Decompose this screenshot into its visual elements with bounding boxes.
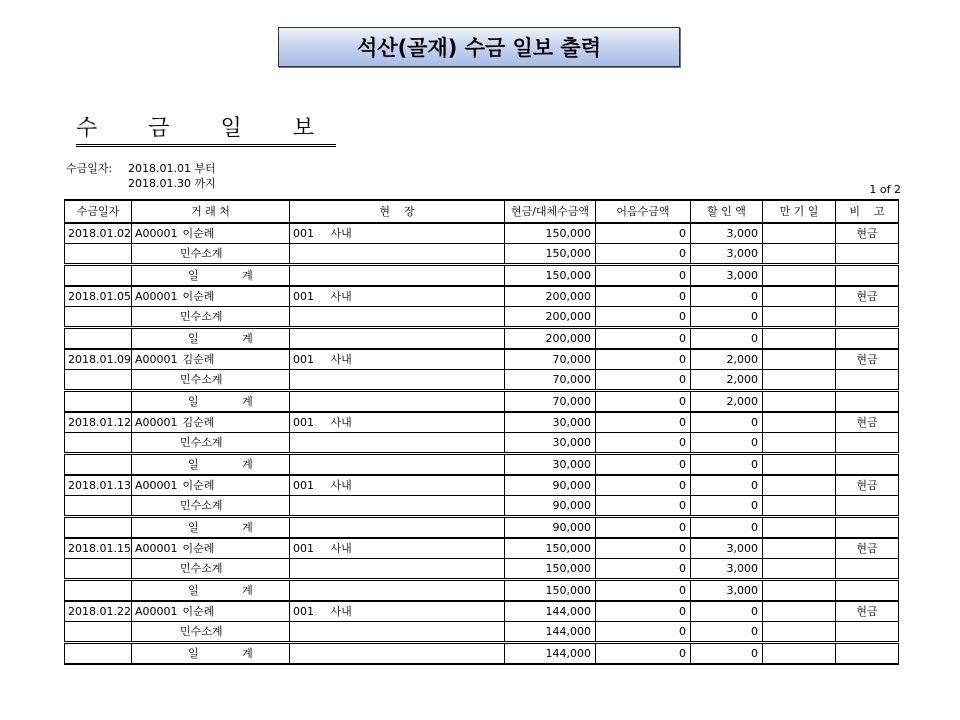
row-due xyxy=(763,223,836,244)
subtotal-bill: 0 xyxy=(596,244,691,265)
subtotal-site xyxy=(290,244,505,265)
row-bill: 0 xyxy=(596,286,691,307)
daytotal-date xyxy=(65,517,132,539)
daytotal-site xyxy=(290,517,505,539)
client-name: 이순례 xyxy=(182,290,215,303)
subtotal-discount: 3,000 xyxy=(691,559,763,580)
table-row xyxy=(65,601,899,622)
period-label: 수금일자: xyxy=(66,162,113,175)
daytotal-row xyxy=(65,265,899,287)
subtotal-bill: 0 xyxy=(596,307,691,328)
subtotal-discount: 0 xyxy=(691,433,763,454)
row-cash: 150,000 xyxy=(505,223,596,244)
collection-period xyxy=(66,161,216,191)
row-cash: 70,000 xyxy=(505,349,596,370)
subtotal-discount: 2,000 xyxy=(691,370,763,391)
row-discount: 3,000 xyxy=(691,223,763,244)
row-bill: 0 xyxy=(596,601,691,622)
daytotal-discount: 0 xyxy=(691,517,763,539)
row-discount: 0 xyxy=(691,286,763,307)
report-banner-title: 석산(골재) 수금 일보 출력 xyxy=(278,27,680,67)
subtotal-site xyxy=(290,496,505,517)
row-discount: 3,000 xyxy=(691,538,763,559)
subtotal-discount: 0 xyxy=(691,496,763,517)
subtotal-due xyxy=(763,559,836,580)
daytotal-cash: 90,000 xyxy=(505,517,596,539)
header-cash: 현금/대체수금액 xyxy=(505,200,596,223)
subtotal-due xyxy=(763,622,836,643)
daytotal-label: 일 계 xyxy=(132,517,290,539)
subtotal-cash: 30,000 xyxy=(505,433,596,454)
row-client xyxy=(132,538,290,559)
subtotal-label: 민수소계 xyxy=(132,622,290,643)
site-code: 001 xyxy=(293,479,314,492)
row-cash: 200,000 xyxy=(505,286,596,307)
daytotal-label: 일 계 xyxy=(132,328,290,350)
daytotal-site xyxy=(290,328,505,350)
site-code: 001 xyxy=(293,416,314,429)
subtotal-site xyxy=(290,370,505,391)
site-name: 사내 xyxy=(330,605,352,618)
subtotal-note xyxy=(836,244,899,265)
subtotal-due xyxy=(763,307,836,328)
daytotal-site xyxy=(290,580,505,602)
subtotal-cash: 90,000 xyxy=(505,496,596,517)
daytotal-row xyxy=(65,454,899,476)
subtotal-row xyxy=(65,244,899,265)
subtotal-label: 민수소계 xyxy=(132,433,290,454)
daytotal-bill: 0 xyxy=(596,580,691,602)
row-client xyxy=(132,223,290,244)
daytotal-due xyxy=(763,580,836,602)
subtotal-label: 민수소계 xyxy=(132,370,290,391)
daytotal-date xyxy=(65,265,132,287)
daytotal-due xyxy=(763,454,836,476)
client-name: 김순례 xyxy=(182,416,215,429)
table-row xyxy=(65,538,899,559)
row-client xyxy=(132,601,290,622)
client-code: A00001 xyxy=(135,290,178,303)
daytotal-date xyxy=(65,643,132,665)
site-name: 사내 xyxy=(330,290,352,303)
subtotal-bill: 0 xyxy=(596,559,691,580)
header-due: 만 기 일 xyxy=(763,200,836,223)
row-due xyxy=(763,601,836,622)
row-due xyxy=(763,538,836,559)
daytotal-site xyxy=(290,454,505,476)
row-discount: 2,000 xyxy=(691,349,763,370)
row-note: 현금 xyxy=(836,601,899,622)
daytotal-cash: 70,000 xyxy=(505,391,596,413)
table-row xyxy=(65,475,899,496)
subtotal-row xyxy=(65,559,899,580)
subtotal-date xyxy=(65,433,132,454)
subtotal-row xyxy=(65,370,899,391)
daytotal-cash: 30,000 xyxy=(505,454,596,476)
subtotal-row xyxy=(65,622,899,643)
subtotal-bill: 0 xyxy=(596,370,691,391)
row-site xyxy=(290,475,505,496)
site-name: 사내 xyxy=(330,353,352,366)
row-client xyxy=(132,349,290,370)
header-site: 현 장 xyxy=(290,200,505,223)
row-date: 2018.01.05 xyxy=(65,286,132,307)
row-client xyxy=(132,475,290,496)
subtotal-label: 민수소계 xyxy=(132,244,290,265)
row-cash: 150,000 xyxy=(505,538,596,559)
daytotal-cash: 150,000 xyxy=(505,265,596,287)
subtotal-date xyxy=(65,622,132,643)
subtotal-row xyxy=(65,307,899,328)
daytotal-site xyxy=(290,265,505,287)
subtotal-due xyxy=(763,244,836,265)
client-code: A00001 xyxy=(135,416,178,429)
subtotal-date xyxy=(65,307,132,328)
daytotal-note xyxy=(836,643,899,665)
daytotal-date xyxy=(65,328,132,350)
daytotal-label: 일 계 xyxy=(132,454,290,476)
site-code: 001 xyxy=(293,353,314,366)
subtotal-note xyxy=(836,496,899,517)
row-bill: 0 xyxy=(596,538,691,559)
row-site xyxy=(290,412,505,433)
daytotal-cash: 200,000 xyxy=(505,328,596,350)
site-name: 사내 xyxy=(330,416,352,429)
daytotal-note xyxy=(836,454,899,476)
subtotal-cash: 150,000 xyxy=(505,244,596,265)
subtotal-cash: 70,000 xyxy=(505,370,596,391)
subtotal-discount: 0 xyxy=(691,307,763,328)
client-name: 이순례 xyxy=(182,227,215,240)
site-name: 사내 xyxy=(330,479,352,492)
subtotal-date xyxy=(65,559,132,580)
client-code: A00001 xyxy=(135,605,178,618)
header-note: 비 고 xyxy=(836,200,899,223)
page-number: 1 of 2 xyxy=(869,183,901,196)
daytotal-site xyxy=(290,391,505,413)
daytotal-note xyxy=(836,328,899,350)
daytotal-bill: 0 xyxy=(596,328,691,350)
row-discount: 0 xyxy=(691,601,763,622)
site-code: 001 xyxy=(293,290,314,303)
subtotal-due xyxy=(763,496,836,517)
row-discount: 0 xyxy=(691,475,763,496)
daytotal-due xyxy=(763,328,836,350)
daytotal-bill: 0 xyxy=(596,454,691,476)
row-date: 2018.01.12 xyxy=(65,412,132,433)
row-due xyxy=(763,475,836,496)
daytotal-due xyxy=(763,265,836,287)
daytotal-discount: 0 xyxy=(691,643,763,665)
client-code: A00001 xyxy=(135,479,178,492)
row-due xyxy=(763,286,836,307)
daytotal-cash: 144,000 xyxy=(505,643,596,665)
subtotal-site xyxy=(290,433,505,454)
row-note: 현금 xyxy=(836,538,899,559)
daytotal-label: 일 계 xyxy=(132,391,290,413)
row-note: 현금 xyxy=(836,349,899,370)
client-name: 김순례 xyxy=(182,353,215,366)
client-code: A00001 xyxy=(135,542,178,555)
row-note: 현금 xyxy=(836,223,899,244)
row-bill: 0 xyxy=(596,412,691,433)
subtotal-bill: 0 xyxy=(596,622,691,643)
daytotal-due xyxy=(763,517,836,539)
subtotal-note xyxy=(836,559,899,580)
daytotal-due xyxy=(763,643,836,665)
daytotal-date xyxy=(65,454,132,476)
row-date: 2018.01.15 xyxy=(65,538,132,559)
row-note: 현금 xyxy=(836,412,899,433)
row-site xyxy=(290,349,505,370)
client-code: A00001 xyxy=(135,227,178,240)
site-code: 001 xyxy=(293,542,314,555)
daytotal-bill: 0 xyxy=(596,643,691,665)
subtotal-label: 민수소계 xyxy=(132,307,290,328)
client-code: A00001 xyxy=(135,353,178,366)
row-note: 현금 xyxy=(836,475,899,496)
table-row xyxy=(65,412,899,433)
row-date: 2018.01.22 xyxy=(65,601,132,622)
daytotal-note xyxy=(836,265,899,287)
daytotal-discount: 0 xyxy=(691,328,763,350)
site-code: 001 xyxy=(293,227,314,240)
report-title: 수 금 일 보 xyxy=(76,116,336,147)
daytotal-bill: 0 xyxy=(596,517,691,539)
table-row xyxy=(65,286,899,307)
client-name: 이순례 xyxy=(182,542,215,555)
header-client: 거 래 처 xyxy=(132,200,290,223)
subtotal-label: 민수소계 xyxy=(132,559,290,580)
daytotal-label: 일 계 xyxy=(132,580,290,602)
subtotal-note xyxy=(836,307,899,328)
site-code: 001 xyxy=(293,605,314,618)
daytotal-label: 일 계 xyxy=(132,643,290,665)
subtotal-due xyxy=(763,433,836,454)
site-name: 사내 xyxy=(330,227,352,240)
row-date: 2018.01.09 xyxy=(65,349,132,370)
subtotal-date xyxy=(65,244,132,265)
table-header-row xyxy=(65,200,899,223)
daytotal-due xyxy=(763,391,836,413)
daytotal-note xyxy=(836,391,899,413)
subtotal-site xyxy=(290,307,505,328)
row-due xyxy=(763,349,836,370)
collection-table xyxy=(64,199,899,665)
daytotal-cash: 150,000 xyxy=(505,580,596,602)
daytotal-row xyxy=(65,580,899,602)
row-discount: 0 xyxy=(691,412,763,433)
daytotal-bill: 0 xyxy=(596,265,691,287)
row-bill: 0 xyxy=(596,223,691,244)
daytotal-row xyxy=(65,328,899,350)
row-date: 2018.01.13 xyxy=(65,475,132,496)
subtotal-site xyxy=(290,559,505,580)
subtotal-cash: 200,000 xyxy=(505,307,596,328)
subtotal-site xyxy=(290,622,505,643)
table-row xyxy=(65,223,899,244)
subtotal-date xyxy=(65,370,132,391)
daytotal-discount: 0 xyxy=(691,454,763,476)
subtotal-discount: 3,000 xyxy=(691,244,763,265)
daytotal-label: 일 계 xyxy=(132,265,290,287)
row-note: 현금 xyxy=(836,286,899,307)
daytotal-note xyxy=(836,517,899,539)
daytotal-note xyxy=(836,580,899,602)
subtotal-bill: 0 xyxy=(596,433,691,454)
subtotal-bill: 0 xyxy=(596,496,691,517)
row-bill: 0 xyxy=(596,349,691,370)
row-client xyxy=(132,412,290,433)
subtotal-note xyxy=(836,622,899,643)
row-bill: 0 xyxy=(596,475,691,496)
header-discount: 할 인 액 xyxy=(691,200,763,223)
row-site xyxy=(290,601,505,622)
subtotal-row xyxy=(65,496,899,517)
row-date: 2018.01.02 xyxy=(65,223,132,244)
subtotal-cash: 144,000 xyxy=(505,622,596,643)
row-cash: 90,000 xyxy=(505,475,596,496)
site-name: 사내 xyxy=(330,542,352,555)
period-to: 2018.01.30 까지 xyxy=(128,177,216,190)
header-date: 수금일자 xyxy=(65,200,132,223)
subtotal-discount: 0 xyxy=(691,622,763,643)
daytotal-discount: 3,000 xyxy=(691,265,763,287)
subtotal-label: 민수소계 xyxy=(132,496,290,517)
row-due xyxy=(763,412,836,433)
daytotal-date xyxy=(65,580,132,602)
daytotal-row xyxy=(65,643,899,665)
row-cash: 30,000 xyxy=(505,412,596,433)
row-cash: 144,000 xyxy=(505,601,596,622)
subtotal-note xyxy=(836,433,899,454)
daytotal-row xyxy=(65,517,899,539)
daytotal-date xyxy=(65,391,132,413)
client-name: 이순례 xyxy=(182,605,215,618)
subtotal-row xyxy=(65,433,899,454)
daytotal-row xyxy=(65,391,899,413)
client-name: 이순례 xyxy=(182,479,215,492)
header-bill: 어음수금액 xyxy=(596,200,691,223)
subtotal-date xyxy=(65,496,132,517)
daytotal-discount: 3,000 xyxy=(691,580,763,602)
row-client xyxy=(132,286,290,307)
subtotal-note xyxy=(836,370,899,391)
daytotal-site xyxy=(290,643,505,665)
row-site xyxy=(290,286,505,307)
table-row xyxy=(65,349,899,370)
subtotal-cash: 150,000 xyxy=(505,559,596,580)
daytotal-bill: 0 xyxy=(596,391,691,413)
daytotal-discount: 2,000 xyxy=(691,391,763,413)
row-site xyxy=(290,538,505,559)
period-from: 2018.01.01 부터 xyxy=(128,162,216,175)
subtotal-due xyxy=(763,370,836,391)
row-site xyxy=(290,223,505,244)
